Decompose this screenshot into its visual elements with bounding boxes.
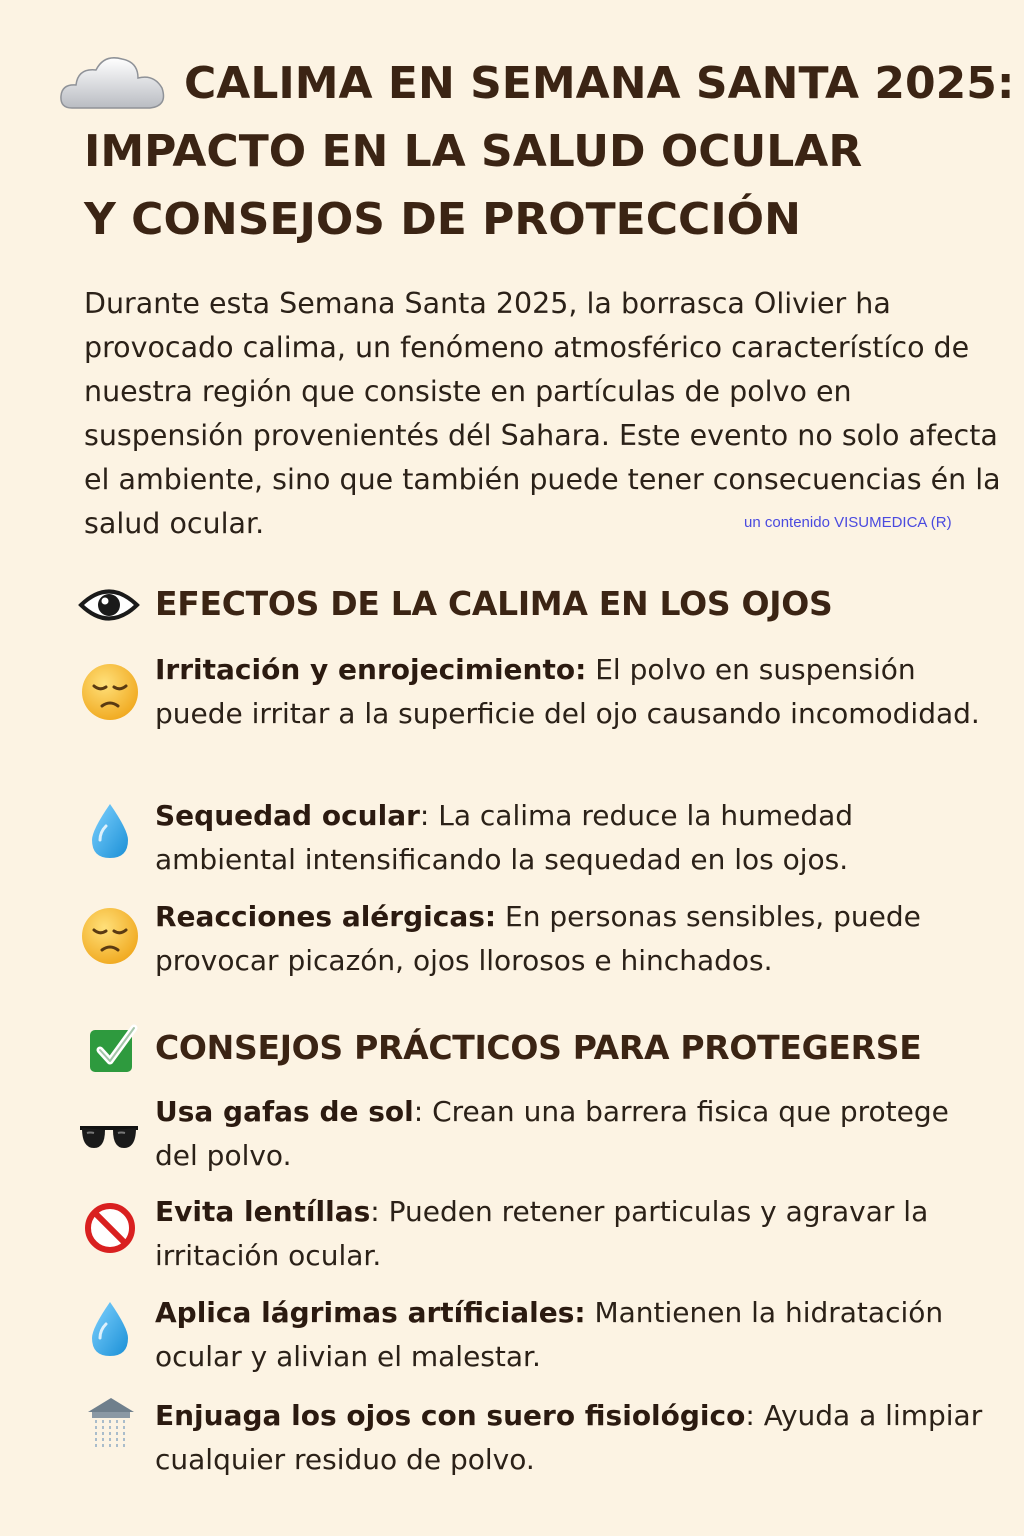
tip-text: Mantienen la hidratación ocular y alivian el malestar. — [155, 1296, 944, 1373]
shower-icon — [84, 1396, 138, 1452]
effect-term: Irritación y enrojecimiento: — [155, 653, 587, 686]
credit-text: un contenido VISUMEDICA (R) — [744, 514, 952, 531]
sad-face-icon — [80, 906, 140, 966]
effect-term: Sequedad ocular — [155, 799, 420, 832]
title-line-2: IMPACTO EN LA SALUD OCULAR — [84, 126, 863, 177]
prohibited-icon — [84, 1202, 136, 1254]
effect-text: : La calima reduce la humedad ambiental intensificando la sequedad en los ojos. — [155, 799, 854, 876]
effect-text: El polvo en suspensión puede irritar a la superficie del ojo causando incomodidad. — [155, 653, 980, 730]
tip-item-artificial-tears — [155, 1291, 995, 1379]
title-line-1: CALIMA EN SEMANA SANTA 2025: — [184, 58, 1015, 109]
check-box-icon — [88, 1024, 138, 1074]
tip-term: Usa gafas de sol — [155, 1095, 414, 1128]
page-title — [84, 50, 1014, 254]
effect-term: Reacciones alérgicas: — [155, 900, 497, 933]
eye-icon — [78, 584, 140, 626]
tip-text: : Crean una barrera fisica que protege del polvo. — [155, 1095, 949, 1172]
effect-text: En personas sensibles, puede provocar picazón, ojos llorosos e hinchados. — [155, 900, 921, 977]
tip-text: : Ayuda a limpiar cualquier residuo de polvo. — [155, 1399, 983, 1476]
effect-item-dryness — [155, 794, 995, 882]
sad-face-icon — [80, 662, 140, 722]
tip-term: Evita lentíllas — [155, 1195, 371, 1228]
tip-term: Aplica lágrimas artíficiales: — [155, 1296, 586, 1329]
tip-item-lenses — [155, 1190, 995, 1278]
effect-item-irritation — [155, 648, 995, 736]
droplet-icon — [88, 802, 132, 860]
tips-heading: CONSEJOS PRÁCTICOS PARA PROTEGERSE — [155, 1028, 922, 1067]
tip-item-sunglasses — [155, 1090, 995, 1178]
tip-text: : Pueden retener particulas y agravar la irritación ocular. — [155, 1195, 929, 1272]
droplet-icon — [88, 1300, 132, 1358]
title-line-3: Y CONSEJOS DE PROTECCIÓN — [84, 194, 801, 245]
sunglasses-icon — [78, 1122, 140, 1152]
effect-item-allergy — [155, 895, 995, 983]
intro-paragraph: Durante esta Semana Santa 2025, la borrasca Olivier ha provocado calima, un fenómeno atmosférico característíco de nuestra región que consiste en partículas de polvo en suspensión provenientés dél Sahara. Este evento no solo afecta el ambiente, sino que también puede tener consecuencias én la salud ocular. — [84, 287, 1001, 540]
effects-heading: EFECTOS DE LA CALIMA EN LOS OJOS — [155, 584, 833, 623]
tip-term: Enjuaga los ojos con suero fisiológico — [155, 1399, 746, 1432]
tip-item-rinse — [155, 1394, 995, 1482]
